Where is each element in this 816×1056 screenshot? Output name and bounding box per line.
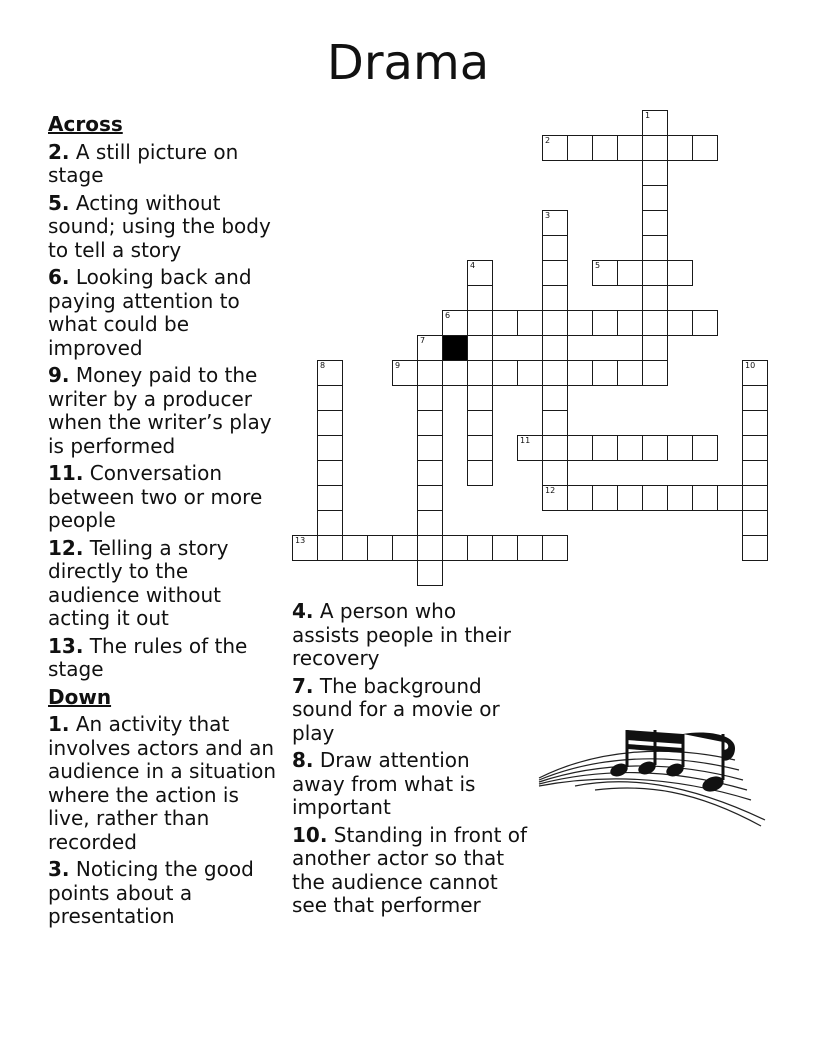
grid-cell[interactable] <box>642 285 668 311</box>
grid-cell[interactable] <box>717 485 743 511</box>
grid-cell[interactable] <box>517 535 543 561</box>
grid-cell[interactable] <box>742 485 768 511</box>
clue-number: 10. <box>292 822 328 847</box>
clue-text: The rules of the stage <box>48 633 248 681</box>
grid-cell[interactable] <box>642 110 668 136</box>
clue-number: 8. <box>292 748 314 772</box>
grid-cell[interactable] <box>642 435 668 461</box>
grid-cell[interactable] <box>492 310 518 336</box>
grid-cell[interactable] <box>592 260 618 286</box>
grid-cell[interactable] <box>642 485 668 511</box>
grid-cell[interactable] <box>467 385 493 411</box>
cell-number: 6 <box>445 311 451 320</box>
grid-cell[interactable] <box>517 360 543 386</box>
clue-number: 11. <box>48 461 84 485</box>
grid-cell[interactable] <box>617 135 643 161</box>
clue-text: Noticing the good points about a presentation <box>48 857 254 928</box>
black-cell <box>442 335 468 361</box>
grid-cell[interactable] <box>467 360 493 386</box>
grid-cell[interactable] <box>342 535 368 561</box>
grid-cell[interactable] <box>692 485 718 511</box>
grid-cell[interactable] <box>542 310 568 336</box>
grid-cell[interactable] <box>742 435 768 461</box>
grid-cell[interactable] <box>317 410 343 436</box>
grid-cell[interactable] <box>417 535 443 561</box>
grid-cell[interactable] <box>392 360 418 386</box>
clue-number: 12. <box>48 535 84 560</box>
grid-cell[interactable] <box>442 310 468 336</box>
clue-item <box>48 462 284 533</box>
grid-cell[interactable] <box>417 360 443 386</box>
grid-cell[interactable] <box>542 410 568 436</box>
cell-number: 1 <box>645 111 651 120</box>
down-clue-list <box>48 713 284 929</box>
grid-cell[interactable] <box>742 510 768 536</box>
clue-number: 9. <box>48 363 70 387</box>
cell-number: 7 <box>420 336 426 345</box>
across-clue-list <box>48 141 284 682</box>
clue-text: Acting without sound; using the body to tell a story <box>48 190 271 262</box>
clue-number: 2. <box>48 139 70 164</box>
grid-cell[interactable] <box>592 360 618 386</box>
grid-cell[interactable] <box>592 485 618 511</box>
grid-cell[interactable] <box>442 360 468 386</box>
clue-item <box>48 858 284 929</box>
grid-cell[interactable] <box>642 210 668 236</box>
grid-cell[interactable] <box>317 510 343 536</box>
clue-item <box>48 266 284 360</box>
across-heading: Across <box>48 112 123 136</box>
clue-text: Looking back and paying attention to what could be improved <box>48 265 252 360</box>
grid-cell[interactable] <box>467 460 493 486</box>
clue-text: Standing in front of another actor so that the audience cannot see that performer <box>292 822 528 917</box>
grid-cell[interactable] <box>392 535 418 561</box>
grid-cell[interactable] <box>542 385 568 411</box>
grid-cell[interactable] <box>467 310 493 336</box>
grid-cell[interactable] <box>467 410 493 436</box>
grid-cell[interactable] <box>317 435 343 461</box>
down-heading: Down <box>48 684 112 709</box>
grid-cell[interactable] <box>492 360 518 386</box>
grid-cell[interactable] <box>567 135 593 161</box>
grid-cell[interactable] <box>667 435 693 461</box>
grid-cell[interactable] <box>442 535 468 561</box>
grid-cell[interactable] <box>467 285 493 311</box>
grid-cell[interactable] <box>467 335 493 361</box>
grid-cell[interactable] <box>417 510 443 536</box>
grid-cell[interactable] <box>742 460 768 486</box>
down-clue-list-continued <box>292 600 528 918</box>
grid-cell[interactable] <box>642 360 668 386</box>
grid-cell[interactable] <box>517 310 543 336</box>
grid-cell[interactable] <box>317 485 343 511</box>
grid-cell[interactable] <box>542 210 568 236</box>
grid-cell[interactable] <box>567 310 593 336</box>
clue-text: Telling a story directly to the audience without acting it out <box>48 535 229 630</box>
grid-cell[interactable] <box>317 360 343 386</box>
grid-cell[interactable] <box>517 435 543 461</box>
grid-cell[interactable] <box>667 310 693 336</box>
grid-cell[interactable] <box>667 135 693 161</box>
clue-item <box>48 141 284 188</box>
clue-text: The background sound for a movie or play <box>292 673 500 745</box>
grid-cell[interactable] <box>542 535 568 561</box>
clue-item <box>292 675 528 746</box>
grid-cell[interactable] <box>542 135 568 161</box>
cell-number: 5 <box>595 261 601 270</box>
clues-left-column <box>48 113 284 933</box>
clue-number: 1. <box>48 712 70 736</box>
clue-item <box>48 635 284 682</box>
clue-text: Draw attention away from what is important <box>292 748 476 819</box>
grid-cell[interactable] <box>542 435 568 461</box>
grid-cell[interactable] <box>617 260 643 286</box>
grid-cell[interactable] <box>542 260 568 286</box>
grid-cell[interactable] <box>542 485 568 511</box>
clue-text: Conversation between two or more people <box>48 461 263 532</box>
clue-text: A still picture on stage <box>48 139 239 187</box>
clue-item <box>292 824 528 918</box>
clue-item <box>48 713 284 854</box>
cell-number: 2 <box>545 136 551 145</box>
clue-item <box>292 749 528 820</box>
grid-cell[interactable] <box>617 435 643 461</box>
clue-item <box>48 364 284 458</box>
grid-cell[interactable] <box>592 435 618 461</box>
clue-item <box>48 537 284 631</box>
grid-cell[interactable] <box>417 385 443 411</box>
grid-cell[interactable] <box>567 360 593 386</box>
grid-cell[interactable] <box>667 485 693 511</box>
grid-cell[interactable] <box>617 360 643 386</box>
grid-cell[interactable] <box>567 485 593 511</box>
clue-number: 7. <box>292 673 314 698</box>
cell-number: 12 <box>545 486 556 495</box>
grid-cell[interactable] <box>417 485 443 511</box>
grid-cell[interactable] <box>367 535 393 561</box>
cell-number: 13 <box>295 536 306 545</box>
grid-cell[interactable] <box>667 260 693 286</box>
grid-cell[interactable] <box>742 360 768 386</box>
clue-number: 5. <box>48 190 70 215</box>
grid-cell[interactable] <box>567 435 593 461</box>
grid-cell[interactable] <box>542 335 568 361</box>
grid-cell[interactable] <box>417 435 443 461</box>
grid-cell[interactable] <box>617 310 643 336</box>
grid-cell[interactable] <box>542 460 568 486</box>
grid-cell[interactable] <box>317 385 343 411</box>
grid-cell[interactable] <box>642 135 668 161</box>
clue-item <box>48 192 284 263</box>
grid-cell[interactable] <box>542 235 568 261</box>
cell-number: 4 <box>470 261 476 270</box>
grid-cell[interactable] <box>417 335 443 361</box>
grid-cell[interactable] <box>642 160 668 186</box>
grid-cell[interactable] <box>642 335 668 361</box>
clue-number: 13. <box>48 633 84 658</box>
clue-text: Money paid to the writer by a producer when the writer’s play is performed <box>48 363 272 458</box>
clue-item <box>292 600 528 671</box>
grid-cell[interactable] <box>317 460 343 486</box>
grid-cell[interactable] <box>692 435 718 461</box>
grid-cell[interactable] <box>642 185 668 211</box>
grid-cell[interactable] <box>467 435 493 461</box>
grid-cell[interactable] <box>692 310 718 336</box>
grid-cell[interactable] <box>467 535 493 561</box>
grid-cell[interactable] <box>467 260 493 286</box>
cell-number: 11 <box>520 436 531 445</box>
grid-cell[interactable] <box>492 535 518 561</box>
grid-cell[interactable] <box>642 310 668 336</box>
grid-cell[interactable] <box>617 485 643 511</box>
grid-cell[interactable] <box>692 135 718 161</box>
grid-cell[interactable] <box>292 535 318 561</box>
clue-number: 4. <box>292 599 314 623</box>
cell-number: 8 <box>320 361 326 370</box>
grid-cell[interactable] <box>592 310 618 336</box>
grid-cell[interactable] <box>542 285 568 311</box>
grid-cell[interactable] <box>417 460 443 486</box>
cell-number: 3 <box>545 211 551 220</box>
grid-cell[interactable] <box>742 410 768 436</box>
clue-text: A person who assists people in their recovery <box>292 599 512 670</box>
grid-cell[interactable] <box>317 535 343 561</box>
page-title: Drama <box>326 35 490 91</box>
cell-number: 9 <box>395 361 401 370</box>
grid-cell[interactable] <box>417 410 443 436</box>
clue-text: An activity that involves actors and an audience in a situation where the action is live, rather than recorded <box>48 712 277 854</box>
grid-cell[interactable] <box>542 360 568 386</box>
grid-cell[interactable] <box>417 560 443 586</box>
grid-cell[interactable] <box>642 235 668 261</box>
clue-number: 6. <box>48 265 70 289</box>
grid-cell[interactable] <box>742 385 768 411</box>
grid-cell[interactable] <box>642 260 668 286</box>
cell-number: 10 <box>745 361 756 370</box>
grid-cell[interactable] <box>742 535 768 561</box>
clue-number: 3. <box>48 857 70 881</box>
grid-cell[interactable] <box>592 135 618 161</box>
clues-right-column <box>292 600 528 922</box>
music-notes-icon <box>535 720 775 830</box>
